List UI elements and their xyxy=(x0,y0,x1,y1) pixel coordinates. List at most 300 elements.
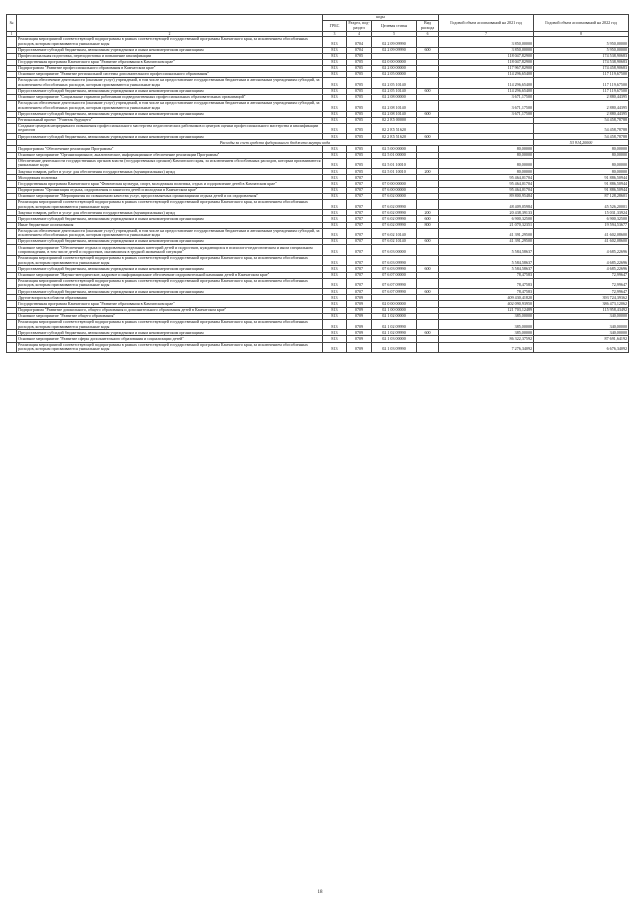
row-grbs: 813 xyxy=(323,278,347,289)
row-section: 0709 xyxy=(347,336,372,342)
row-number-cell xyxy=(7,37,17,48)
row-name: Молодежная политика xyxy=(17,175,323,181)
table-row xyxy=(7,37,629,48)
row-value-2022: 340,00000 xyxy=(534,319,629,330)
row-section: 0707 xyxy=(347,193,372,199)
table-row xyxy=(7,319,629,330)
row-expense-type: 600 xyxy=(417,111,439,117)
row-value-2021: 385,00000 xyxy=(439,319,534,330)
row-grbs: 813 xyxy=(323,175,347,181)
row-name: Основное мероприятие "Обеспечение отдыха и оздоровления отдельных категорий детей и подростков, нуждающихся в психолого-педагогическом и ином специальном сопровождении, в том числе детей и подростков, оказавшихся в трудной жизненной ситуации" xyxy=(17,245,323,256)
row-value-2022: 91 886,50944 xyxy=(534,175,629,181)
row-value-2021: 402 090,93950 xyxy=(439,301,534,307)
row-grbs: 813 xyxy=(323,216,347,222)
row-grbs: 813 xyxy=(323,111,347,117)
row-name: Основное мероприятие "Развитие общего образования" xyxy=(17,313,323,319)
row-section: 0707 xyxy=(347,222,372,228)
row-expense-type: 600 xyxy=(417,239,439,245)
row-target-article: 07 6 00 00000 xyxy=(372,187,417,193)
row-value-2022: 45 526,20001 xyxy=(534,199,629,210)
row-section: 0705 xyxy=(347,94,372,100)
row-value-2022: 72,99647 xyxy=(534,278,629,289)
table-row xyxy=(7,255,629,266)
header-section: Раздел, под-раздел xyxy=(348,20,370,30)
header-name xyxy=(17,15,323,32)
column-number: 4 xyxy=(347,31,372,36)
row-value-2022: 72,99647 xyxy=(534,289,629,295)
row-value-2021: 3 850,00000 xyxy=(439,47,534,53)
header-grbs: ГРБС xyxy=(323,21,347,32)
row-expense-type xyxy=(417,123,439,134)
row-grbs: 813 xyxy=(323,228,347,239)
row-number-cell xyxy=(7,342,17,353)
row-name: Реализация мероприятий соответствующей подпрограммы в рамках соответствующей государственной программы Камчатского края, за исключением обособленных расходов, которым присваиваются уникальные коды xyxy=(17,278,323,289)
row-value-2022: 87 691,64192 xyxy=(534,336,629,342)
row-name: Предоставление субсидий бюджетным, автономным учреждениям и иным некоммерческим организациям xyxy=(17,134,323,140)
row-value-2022: 5 950,00000 xyxy=(534,47,629,53)
note-text: Расходы за счет средств федерального бюджета внутри кода xyxy=(17,140,534,146)
note-value-2022: 53 914,20000 xyxy=(534,140,629,146)
row-section: 0705 xyxy=(347,59,372,65)
row-value-2022: 340,00000 xyxy=(534,330,629,336)
row-name: Региональный проект "Учитель будущего" xyxy=(17,117,323,123)
row-value-2022: 393 724,39362 xyxy=(534,295,629,301)
row-section: 0705 xyxy=(347,100,372,111)
row-section: 0709 xyxy=(347,295,372,301)
row-grbs: 813 xyxy=(323,134,347,140)
row-target-article: 02 1 03 00000 xyxy=(372,336,417,342)
row-grbs: 813 xyxy=(323,117,347,123)
header-target: Целевая статья xyxy=(372,21,417,32)
row-value-2022: 15 031,33924 xyxy=(534,210,629,216)
row-target-article: 02 2 08 10140 xyxy=(372,111,417,117)
row-name: Подпрограмма "Развитие дошкольного, общего образования и дополнительного образования детей в Камчатском крае" xyxy=(17,307,323,313)
row-name: Предоставление субсидий бюджетным, автономным учреждениям и иным некоммерческим организациям xyxy=(17,47,323,53)
row-target-article: 02 1 02 00000 xyxy=(372,313,417,319)
row-value-2021: 409 430,41820 xyxy=(439,295,534,301)
row-name: Реализация мероприятий соответствующей подпрограммы в рамках соответствующей государственной программы Камчатского края, за исключением обособленных расходов, которым присваиваются уникальные коды xyxy=(17,255,323,266)
row-value-2021: 114 296,65400 xyxy=(439,88,534,94)
row-section: 0707 xyxy=(347,187,372,193)
row-value-2022: 19 594,53677 xyxy=(534,222,629,228)
row-number-cell xyxy=(7,100,17,111)
row-value-2021: 121 703,12489 xyxy=(439,307,534,313)
row-section: 0709 xyxy=(347,313,372,319)
row-value-2022: 72,99647 xyxy=(534,272,629,278)
row-number-cell xyxy=(7,278,17,289)
budget-table-sheet xyxy=(6,14,628,353)
row-value-2021: 20 438,39133 xyxy=(439,210,534,216)
row-expense-type: 600 xyxy=(417,216,439,222)
row-name: Предоставление субсидий бюджетным, автономным учреждениям и иным некоммерческим организациям xyxy=(17,88,323,94)
row-grbs: 813 xyxy=(323,187,347,193)
row-section: 0709 xyxy=(347,342,372,353)
row-section: 0705 xyxy=(347,169,372,175)
header-num: № xyxy=(7,15,17,32)
row-target-article: 07 6 03 09990 xyxy=(372,255,417,266)
row-name: Расходы на обеспечение деятельности (оказание услуг) учреждений, в том числе на предоставление государственным бюджетным и автономным учреждениям субсидий, за исключением обособленных расходов, которым присваиваются уникальные коды xyxy=(17,100,323,111)
row-name: Предоставление субсидий бюджетным, автономным учреждениям и иным некоммерческим организациям xyxy=(17,111,323,117)
row-target-article: 02 1 00 00000 xyxy=(372,307,417,313)
row-section: 0707 xyxy=(347,216,372,222)
row-grbs: 813 xyxy=(323,193,347,199)
row-grbs: 813 xyxy=(323,289,347,295)
row-target-article: 02 2 05 10140 xyxy=(372,88,417,94)
row-grbs: 813 xyxy=(323,158,347,169)
row-section: 0705 xyxy=(347,53,372,59)
row-target-article: 02 2 09 09990 xyxy=(372,47,417,53)
row-grbs: 813 xyxy=(323,72,347,78)
row-value-2021: 80,00000 xyxy=(439,152,534,158)
row-grbs: 813 xyxy=(323,210,347,216)
row-target-article: 02 1 03 09990 xyxy=(372,342,417,353)
row-value-2021: 385,00000 xyxy=(439,313,534,319)
row-name: Другие вопросы в области образования xyxy=(17,295,323,301)
row-name: Профессиональная подготовка, переподготовка и повышение квалификации xyxy=(17,53,323,59)
row-section: 0707 xyxy=(347,199,372,210)
row-grbs: 813 xyxy=(323,88,347,94)
row-grbs: 813 xyxy=(323,222,347,228)
row-expense-type: 600 xyxy=(417,47,439,53)
row-grbs: 813 xyxy=(323,47,347,53)
row-expense-type: 200 xyxy=(417,169,439,175)
row-section: 0704 xyxy=(347,47,372,53)
row-value-2021: 78,47583 xyxy=(439,278,534,289)
row-number-cell xyxy=(7,158,17,169)
table-row xyxy=(7,78,629,89)
row-name: Закупка товаров, работ и услуг для обеспечения государственных (муниципальных) нужд xyxy=(17,169,323,175)
table-row xyxy=(7,278,629,289)
row-value-2021: 3 671,17500 xyxy=(439,94,534,100)
row-value-2021: 3 671,17500 xyxy=(439,111,534,117)
column-number: 3 xyxy=(323,31,347,36)
column-number: 8 xyxy=(534,31,629,36)
row-value-2021: 78,47583 xyxy=(439,272,534,278)
row-value-2021: 6 900,32500 xyxy=(439,216,534,222)
row-section: 0709 xyxy=(347,307,372,313)
row-grbs: 813 xyxy=(323,266,347,272)
header-codes: коды xyxy=(323,15,439,21)
row-grbs: 813 xyxy=(323,181,347,187)
row-grbs: 813 xyxy=(323,146,347,152)
row-expense-type xyxy=(417,158,439,169)
row-name: Реализация мероприятий соответствующей подпрограммы в рамках соответствующей государственной программы Камчатского края, за исключением обособленных расходов, которым присваиваются уникальные коды xyxy=(17,199,323,210)
row-target-article: 02 2 08 10140 xyxy=(372,100,417,111)
column-number: 5 xyxy=(372,31,417,36)
row-grbs: 813 xyxy=(323,65,347,71)
row-value-2021: 21 070,32351 xyxy=(439,222,534,228)
row-expense-type xyxy=(417,278,439,289)
row-value-2022: 6 900,32500 xyxy=(534,216,629,222)
row-value-2022: 5 950,00000 xyxy=(534,37,629,48)
row-section: 0705 xyxy=(347,78,372,89)
row-grbs: 813 xyxy=(323,123,347,134)
table-row xyxy=(7,158,629,169)
row-target-article: 02 2 09 09990 xyxy=(372,37,417,48)
row-grbs: 813 xyxy=(323,152,347,158)
table-row xyxy=(7,228,629,239)
row-number-cell xyxy=(7,78,17,89)
row-expense-type xyxy=(417,37,439,48)
row-target-article: 07 6 02 10140 xyxy=(372,228,417,239)
row-value-2022: 4 685,22696 xyxy=(534,255,629,266)
row-name: Подпрограмма "Развитие профессионального образования в Камчатском крае" xyxy=(17,65,323,71)
row-name: Закупка товаров, работ и услуг для обеспечения государственных (муниципальных) нужд xyxy=(17,210,323,216)
row-section: 0707 xyxy=(347,210,372,216)
row-section: 0707 xyxy=(347,175,372,181)
row-value-2021: 118 047,82900 xyxy=(439,53,534,59)
header-2022: Годовой объем ассигнований на 2022 год xyxy=(534,15,629,32)
row-value-2022: 4 685,22696 xyxy=(534,245,629,256)
row-name: Реализация мероприятий соответствующей подпрограммы в рамках соответствующей государственной программы Камчатского края, за исключением обособленных расходов, которым присваиваются уникальные коды xyxy=(17,342,323,353)
row-name: Предоставление субсидий бюджетным, автономным учреждениям и иным некоммерческим организациям xyxy=(17,330,323,336)
table-row xyxy=(7,100,629,111)
table-row xyxy=(7,199,629,210)
row-name: Реализация мероприятий соответствующей подпрограммы в рамках соответствующей государственной программы Камчатского края, за исключением обособленных расходов, которым присваиваются уникальные коды xyxy=(17,37,323,48)
row-value-2021: 80,00000 xyxy=(439,158,534,169)
row-grbs: 813 xyxy=(323,53,347,59)
row-target-article: 02 2 05 10140 xyxy=(372,78,417,89)
row-value-2022: 117 119,67500 xyxy=(534,72,629,78)
row-value-2021: 80,00000 xyxy=(439,146,534,152)
row-grbs: 813 xyxy=(323,100,347,111)
row-target-article: 02 1 02 09990 xyxy=(372,319,417,330)
row-name: Расходы на обеспечение деятельности (оказание услуг) учреждений, в том числе на предоставление государственным бюджетным и автономным учреждениям субсидий, за исключением обособленных расходов, которым присваиваются уникальные коды xyxy=(17,228,323,239)
page-number: 18 xyxy=(317,890,323,895)
row-value-2022: 386 473,12062 xyxy=(534,301,629,307)
row-expense-type: 600 xyxy=(417,134,439,140)
row-target-article: 07 6 07 09990 xyxy=(372,278,417,289)
row-grbs: 813 xyxy=(323,255,347,266)
row-value-2022: 80,00000 xyxy=(534,152,629,158)
row-grbs: 813 xyxy=(323,37,347,48)
row-target-article: 02 5 01 10010 xyxy=(372,169,417,175)
column-number: 2 xyxy=(17,31,323,36)
row-target-article: 07 0 00 00000 xyxy=(372,181,417,187)
row-value-2022: 80,00000 xyxy=(534,169,629,175)
row-section: 0707 xyxy=(347,289,372,295)
row-section: 0705 xyxy=(347,123,372,134)
row-section: 0707 xyxy=(347,239,372,245)
row-value-2022: 117 119,67500 xyxy=(534,88,629,94)
row-grbs: 813 xyxy=(323,295,347,301)
row-target-article: 02 0 00 00000 xyxy=(372,59,417,65)
row-grbs: 813 xyxy=(323,330,347,336)
row-expense-type xyxy=(417,100,439,111)
row-value-2022: 87 128,28601 xyxy=(534,193,629,199)
row-expense-type xyxy=(417,199,439,210)
row-value-2021: 78,47583 xyxy=(439,289,534,295)
row-grbs: 813 xyxy=(323,301,347,307)
row-expense-type xyxy=(417,255,439,266)
row-grbs: 813 xyxy=(323,307,347,313)
row-value-2021: 89 800,95484 xyxy=(439,193,534,199)
row-number-cell xyxy=(7,228,17,239)
row-value-2021: 5 584,58637 xyxy=(439,266,534,272)
row-value-2022: 340,00000 xyxy=(534,313,629,319)
row-value-2021: 117 967,82900 xyxy=(439,65,534,71)
row-value-2021: 80,00000 xyxy=(439,169,534,175)
row-value-2021: 95 464,01704 xyxy=(439,187,534,193)
row-number-cell xyxy=(7,319,17,330)
row-grbs: 813 xyxy=(323,319,347,330)
row-value-2022: 80,00000 xyxy=(534,146,629,152)
row-value-2022: 91 886,50944 xyxy=(534,181,629,187)
row-value-2021: 118 047,82900 xyxy=(439,59,534,65)
row-value-2022: 54 458,78788 xyxy=(534,117,629,123)
row-section: 0707 xyxy=(347,255,372,266)
row-grbs: 813 xyxy=(323,199,347,210)
row-section: 0707 xyxy=(347,272,372,278)
row-value-2021: 114 296,65400 xyxy=(439,72,534,78)
row-section: 0705 xyxy=(347,72,372,78)
row-target-article: 07 6 07 09990 xyxy=(372,289,417,295)
row-expense-type: 600 xyxy=(417,266,439,272)
column-number: 1 xyxy=(7,31,17,36)
row-section: 0707 xyxy=(347,266,372,272)
row-name: Расходы на обеспечение деятельности (оказание услуг) учреждений, в том числе на предоставление государственным бюджетным и автономным учреждениям субсидий, за исключением обособленных расходов, которым присваиваются уникальные коды xyxy=(17,78,323,89)
row-value-2022: 115 958,43492 xyxy=(534,307,629,313)
row-number-cell xyxy=(7,123,17,134)
row-name: Основное мероприятие "Научно-методическое, кадровое и информационное обеспечение оздоровительной кампании детей в Камчатском крае" xyxy=(17,272,323,278)
row-target-article: 02 2 E5 51620 xyxy=(372,123,417,134)
row-value-2022: 4 685,22696 xyxy=(534,266,629,272)
row-name: Государственная программа Камчатского края "Физическая культура, спорт, молодежная политика, отдых и оздоровление детей в Камчатском крае" xyxy=(17,181,323,187)
table-row xyxy=(7,123,629,134)
column-number: 7 xyxy=(439,31,534,36)
row-value-2022: 6 676,34092 xyxy=(534,342,629,353)
row-target-article: 07 6 03 00000 xyxy=(372,245,417,256)
row-name: Предоставление субсидий бюджетным, автономным учреждениям и иным некоммерческим организациям xyxy=(17,239,323,245)
row-value-2021: 3 671,17500 xyxy=(439,100,534,111)
row-target-article: 02 5 01 00000 xyxy=(372,152,417,158)
row-target-article: 07 6 02 09990 xyxy=(372,199,417,210)
row-target-article: 02 2 E5 00000 xyxy=(372,117,417,123)
row-section: 0705 xyxy=(347,152,372,158)
column-number: 6 xyxy=(417,31,439,36)
row-target-article: 07 6 07 00000 xyxy=(372,272,417,278)
table-row xyxy=(7,245,629,256)
header-expense: Вид расхода xyxy=(417,21,439,32)
row-expense-type: 600 xyxy=(417,88,439,94)
row-grbs: 813 xyxy=(323,94,347,100)
row-target-article: 02 2 00 00000 xyxy=(372,65,417,71)
row-section: 0705 xyxy=(347,158,372,169)
row-name: Подпрограмма "Организация отдыха, оздоровления и занятости детей и молодежи в Камчатском крае" xyxy=(17,187,323,193)
row-value-2021: 41 391,29500 xyxy=(439,228,534,239)
row-value-2022: 91 886,50944 xyxy=(534,187,629,193)
row-value-2022: 174 538,90683 xyxy=(534,59,629,65)
row-name: Предоставление субсидий бюджетным, автономным учреждениям и иным некоммерческим организациям xyxy=(17,216,323,222)
row-grbs: 813 xyxy=(323,245,347,256)
row-name: Основное мероприятие "Развитие сферы дополнительного образования и социализации детей" xyxy=(17,336,323,342)
row-name: Основное мероприятие "Организационное, аналитическое, информационное обеспечение реализации Программы" xyxy=(17,152,323,158)
row-value-2021: 86 322,37592 xyxy=(439,336,534,342)
row-value-2021: 95 464,01704 xyxy=(439,175,534,181)
row-value-2021: 114 296,65400 xyxy=(439,78,534,89)
row-value-2021: 48 409,05984 xyxy=(439,199,534,210)
row-value-2022: 2 880,44395 xyxy=(534,100,629,111)
row-grbs: 813 xyxy=(323,239,347,245)
row-target-article: 07 6 02 10140 xyxy=(372,239,417,245)
row-section: 0707 xyxy=(347,278,372,289)
row-section: 0709 xyxy=(347,319,372,330)
row-value-2022: 41 602,08600 xyxy=(534,239,629,245)
row-grbs: 813 xyxy=(323,78,347,89)
row-grbs: 813 xyxy=(323,336,347,342)
row-name: Основное мероприятие "Развитие региональной системы дополнительного профессионального образования" xyxy=(17,72,323,78)
row-value-2022: 174 538,90683 xyxy=(534,53,629,59)
row-value-2021 xyxy=(439,123,534,134)
row-value-2021: 7 276,34092 xyxy=(439,342,534,353)
row-grbs: 813 xyxy=(323,313,347,319)
row-name: Предоставление субсидий бюджетным, автономным учреждениям и иным некоммерческим организациям xyxy=(17,266,323,272)
row-name: Основное мероприятие "Социальные гарантии работникам подведомственных профессиональных образовательных организаций" xyxy=(17,94,323,100)
row-name: Иные бюджетные ассигнования xyxy=(17,222,323,228)
row-value-2022: 54 458,78788 xyxy=(534,123,629,134)
row-target-article: 02 2 E5 51620 xyxy=(372,134,417,140)
row-target-article: 02 0 00 00000 xyxy=(372,301,417,307)
row-value-2021: 41 391,29500 xyxy=(439,239,534,245)
row-section: 0705 xyxy=(347,65,372,71)
row-value-2022: 117 119,67500 xyxy=(534,78,629,89)
row-section: 0707 xyxy=(347,245,372,256)
table-row xyxy=(7,342,629,353)
row-section: 0705 xyxy=(347,146,372,152)
row-target-article: 07 6 02 00000 xyxy=(372,193,417,199)
row-name: Создание центров непрерывного повышения профессионального мастерства педагогических работников и центров оценки профессионального мастерства и квалификации педагогов xyxy=(17,123,323,134)
row-value-2021: 95 464,01704 xyxy=(439,181,534,187)
row-expense-type: 800 xyxy=(417,222,439,228)
row-expense-type xyxy=(417,319,439,330)
row-name: Реализация мероприятий соответствующей подпрограммы в рамках соответствующей государственной программы Камчатского края, за исключением обособленных расходов, которым присваиваются уникальные коды xyxy=(17,319,323,330)
row-value-2022: 54 458,78788 xyxy=(534,134,629,140)
row-expense-type xyxy=(417,78,439,89)
row-expense-type xyxy=(417,342,439,353)
row-target-article: 07 6 02 09990 xyxy=(372,216,417,222)
row-target-article: 02 1 02 09990 xyxy=(372,330,417,336)
row-expense-type: 600 xyxy=(417,330,439,336)
row-target-article: 02 5 01 10010 xyxy=(372,158,417,169)
row-name: Подпрограмма "Обеспечение реализации Программы" xyxy=(17,146,323,152)
row-expense-type: 200 xyxy=(417,210,439,216)
row-target-article: 07 6 02 09990 xyxy=(372,210,417,216)
row-expense-type: 600 xyxy=(417,289,439,295)
row-name: Государственная программа Камчатского края "Развитие образования в Камчатском крае" xyxy=(17,59,323,65)
row-value-2022: 2 880,44395 xyxy=(534,94,629,100)
row-section: 0705 xyxy=(347,88,372,94)
row-target-article: 07 6 02 09990 xyxy=(372,222,417,228)
row-section: 0707 xyxy=(347,228,372,239)
row-section: 0705 xyxy=(347,134,372,140)
row-expense-type xyxy=(417,228,439,239)
row-value-2021: 3 850,00000 xyxy=(439,37,534,48)
row-target-article: 02 5 00 00000 xyxy=(372,146,417,152)
row-name: Государственная программа Камчатского края "Развитие образования в Камчатском крае" xyxy=(17,301,323,307)
row-section: 0707 xyxy=(347,181,372,187)
row-section: 0705 xyxy=(347,117,372,123)
row-grbs: 813 xyxy=(323,169,347,175)
row-grbs: 813 xyxy=(323,59,347,65)
row-section: 0709 xyxy=(347,330,372,336)
row-section: 0704 xyxy=(347,37,372,48)
row-target-article: 07 6 03 09990 xyxy=(372,266,417,272)
row-name: Основное мероприятие "Мероприятия по повышению качества услуг, предоставляемых организациями отдыха детей и их оздоровления" xyxy=(17,193,323,199)
row-number-cell xyxy=(7,199,17,210)
row-expense-type xyxy=(417,245,439,256)
row-value-2022: 80,00000 xyxy=(534,158,629,169)
row-grbs: 813 xyxy=(323,342,347,353)
